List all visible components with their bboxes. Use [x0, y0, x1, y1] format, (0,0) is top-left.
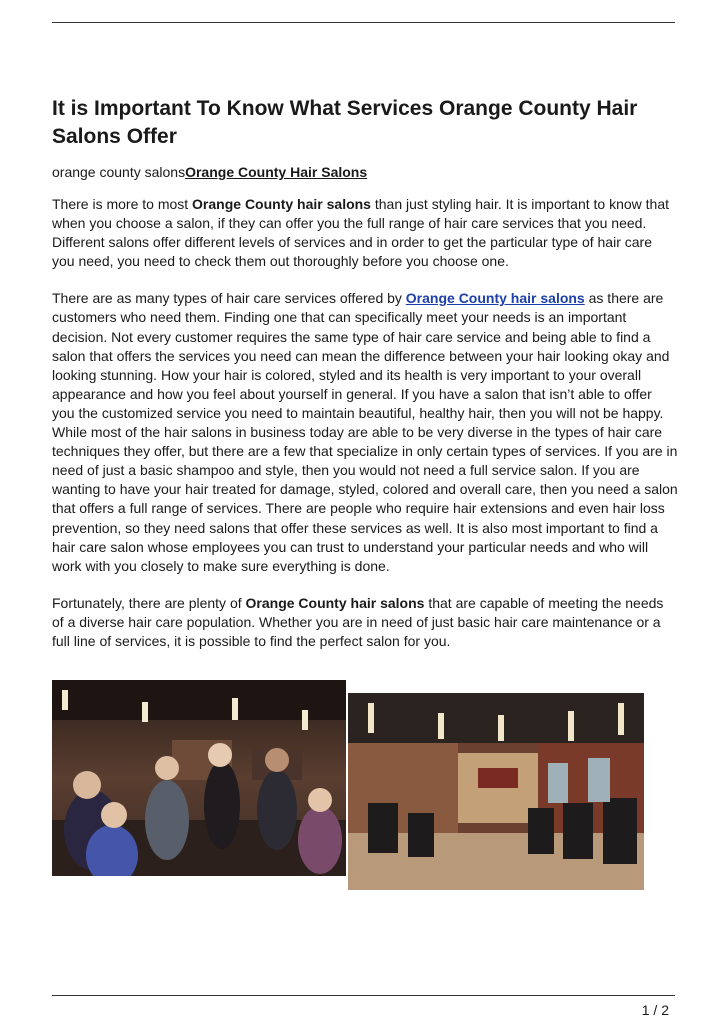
article — [52, 95, 678, 651]
paragraph-1-text-a: There is more to most — [52, 196, 193, 212]
paragraph-1-bold: Orange County hair salons — [192, 196, 371, 212]
paragraph-3-text-c: that are capable of meeting the needs of a diverse hair care population. Whether you are in need of just basic hair care maintenance or a full line of services, it is possible to find the perfect salon for you. — [52, 594, 664, 649]
salon-interior-photo — [348, 693, 644, 890]
salon-party-photo — [52, 680, 346, 876]
paragraph-3-bold: Orange County hair salons — [245, 594, 425, 611]
paragraph-3 — [52, 594, 678, 651]
paragraph-3-text-a: Fortunately, there are plenty of — [52, 594, 246, 611]
header-rule — [52, 22, 675, 23]
paragraph-2 — [52, 289, 678, 575]
orange-county-hair-salons-link[interactable]: Orange County hair salons — [405, 290, 585, 307]
page-number: 1 / 2 — [641, 1002, 669, 1018]
caption-link[interactable]: Orange County Hair Salons — [185, 164, 368, 180]
paragraph-2-text-a: There are as many types of hair care services offered by — [52, 290, 406, 307]
footer-rule — [52, 995, 675, 996]
page-title: It is Important To Know What Services Orange County Hair Salons Offer — [52, 97, 638, 148]
paragraph-1-text-c: than just styling hair. It is important to know that when you choose a salon, if they can offer you the full range of hair care services that you need. Different salons offer different levels of services and in order to get the particular type of hair care you need, you need to check them out thoroughly before you choose one. — [52, 196, 670, 270]
image-caption-line — [52, 163, 678, 182]
paragraph-2-text-c: as there are customers who need them. Finding one that can specifically meet your needs is an important decision. Not every customer requires the same type of hair care service and being able to find a salon that offers the services you need can mean the difference between your hair looking okay and looking stunning. How your hair is colored, styled and its health is very important to your overall appearance and how you feel about yourself in general. If you have a salon that isn’t able to offer you the customized service you need to maintain beautiful, healthy hair, then you will not be happy. While most of the hair salons in business today are able to be very diverse in the types of hair care techniques they offer, but there are a few that specialize in only certain types of services. If you are in need of just a basic shampoo and style, then you would not need a full service salon. If you are wanting to have your hair treated for damage, styled, colored and overall care, then you need a salon that offers a full range of services. There are people who require hair extensions and even hair loss prevention, so they need salons that offer these services as well. It is also most important to find a hair care salon whose employees you can trust to understand your particular needs and who will work with you closely to make sure everything is done. — [52, 290, 678, 574]
paragraph-1 — [52, 195, 678, 271]
image-alt-text: orange county salons — [52, 164, 186, 180]
